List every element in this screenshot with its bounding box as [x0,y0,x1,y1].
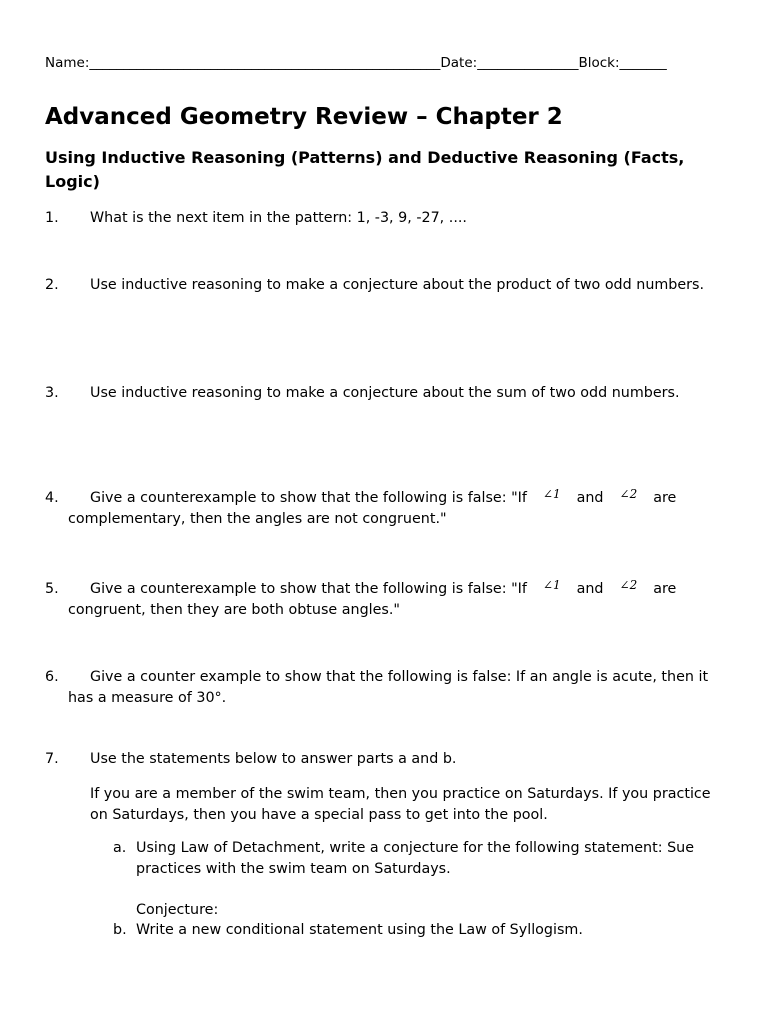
part-a-label: a. [113,840,127,856]
question-text-part1: Give a counterexample to show that the following is false: "If [90,490,527,506]
question-text [45,579,735,620]
question-text: Use inductive reasoning to make a conjecture about the product of two odd numbers. [90,277,705,293]
question-number: 2. [45,277,59,293]
question-2 [45,275,735,296]
angle-2-symbol: ∠2 [619,487,638,501]
section-subtitle: Using Inductive Reasoning (Patterns) and Deductive Reasoning (Facts, Logic) [45,148,685,191]
question-text: Give a counter example to show that the following is false: If an angle is acute, then it has a measure of 30°. [68,669,709,706]
and-word: and [576,581,604,597]
question-text: What is the next item in the pattern: 1, -3, 9, -27, .... [90,210,467,226]
question-3 [45,383,735,404]
question-text-part1: Give a counterexample to show that the following is false: "If [90,581,527,597]
angle-1-symbol: ∠1 [542,487,561,501]
question-text [45,488,735,529]
part-a [113,838,733,879]
question-number: 3. [45,385,59,401]
question-1 [45,208,735,229]
question-5 [45,579,735,620]
question-text: Use the statements below to answer parts a and b. [90,751,457,767]
question-text-part2: are congruent, then they are both obtuse angles." [68,581,677,618]
swim-team-statements: If you are a member of the swim team, then you practice on Saturdays. If you practice on Saturdays, then you have a special pass to get into the pool. [90,786,711,823]
page-title: Advanced Geometry Review – Chapter 2 [45,104,563,130]
question-4 [45,488,735,529]
name-date-block-line: Name:____________________________________________________Date:_______________Block:_______ [45,55,667,71]
question-number: 5. [45,581,59,597]
and-word: and [576,490,604,506]
part-a-text: Using Law of Detachment, write a conjecture for the following statement: Sue practices with the swim team on Saturdays. [136,840,695,877]
part-b-text: Write a new conditional statement using the Law of Syllogism. [136,922,583,938]
question-number: 7. [45,751,59,767]
question-6 [45,667,735,708]
question-number: 1. [45,210,59,226]
question-number: 4. [45,490,59,506]
conjecture-label: Conjecture: [136,902,219,918]
part-b [113,920,733,941]
part-b-label: b. [113,922,127,938]
question-text: Use inductive reasoning to make a conjecture about the sum of two odd numbers. [90,385,680,401]
question-text-part2: are complementary, then the angles are not congruent." [68,490,677,527]
conjecture-line [113,900,733,921]
angle-1-symbol: ∠1 [542,578,561,592]
angle-2-symbol: ∠2 [619,578,638,592]
question-7 [45,749,735,770]
question-number: 6. [45,669,59,685]
